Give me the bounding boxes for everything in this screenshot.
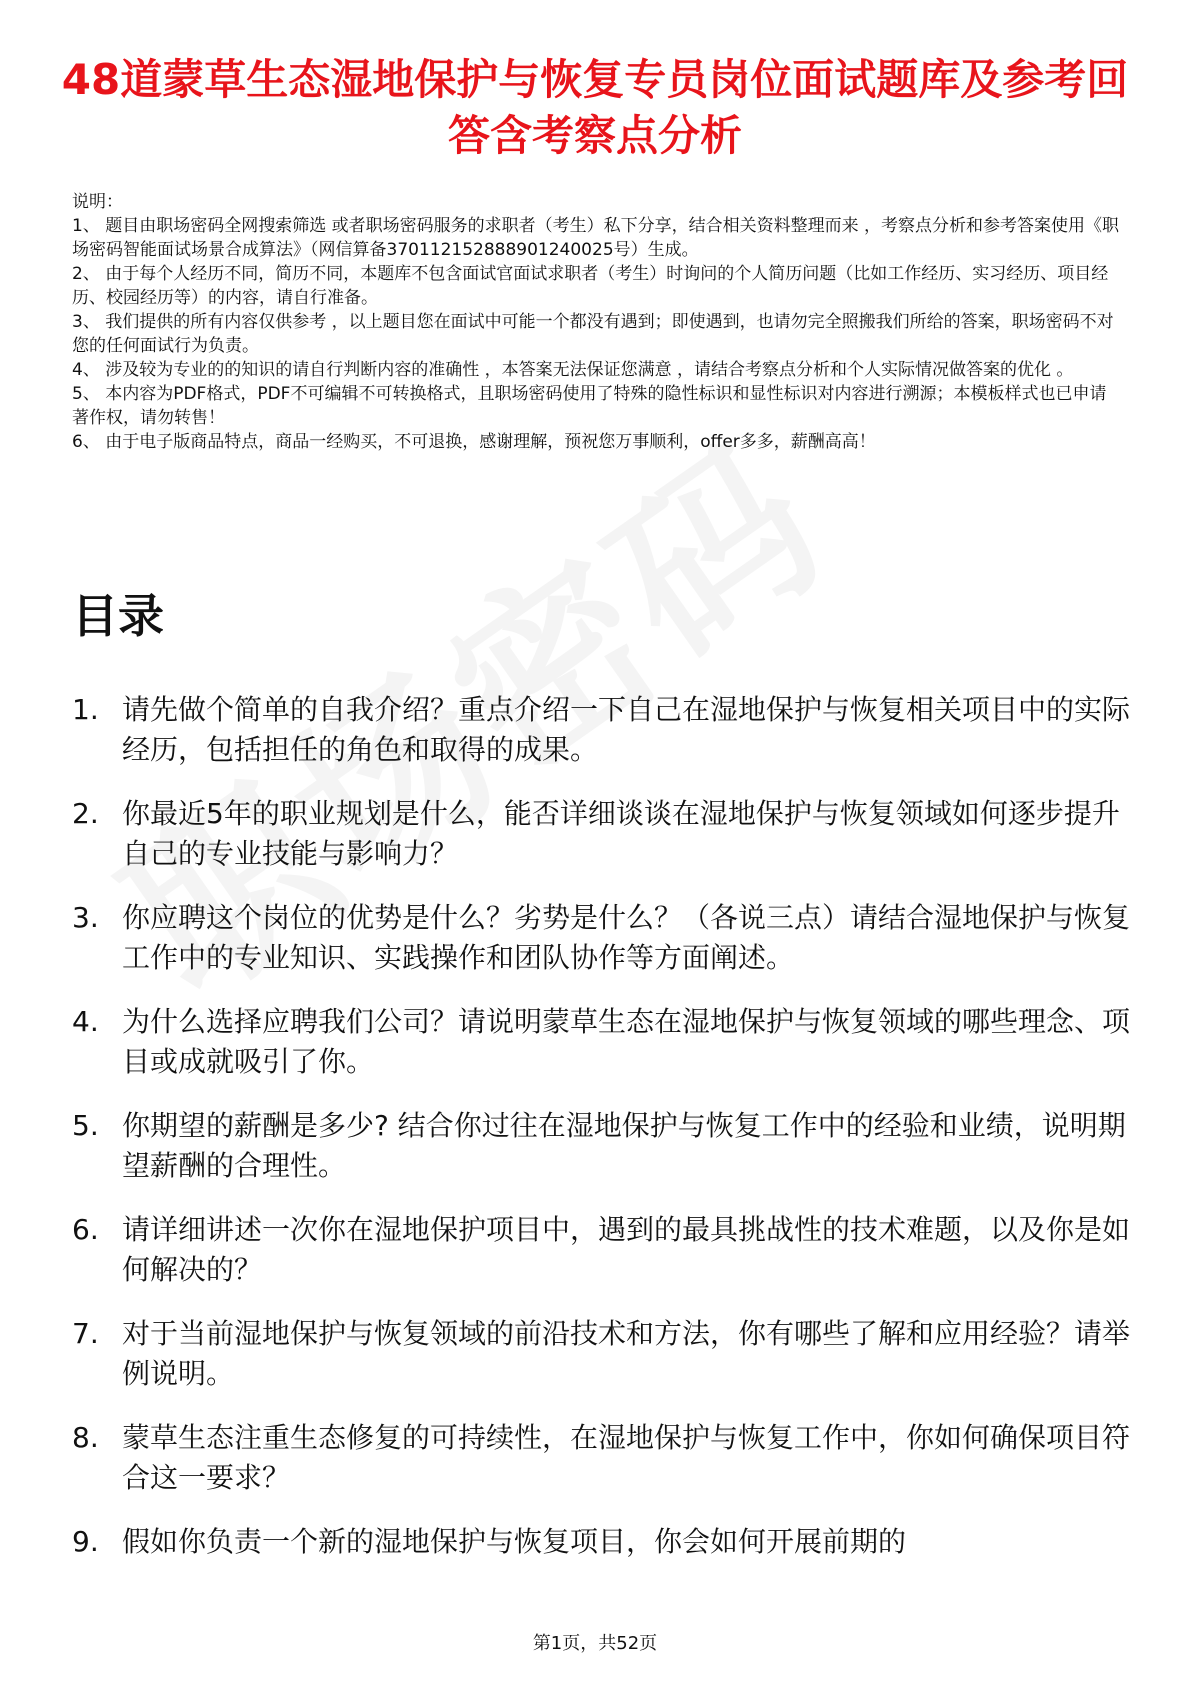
toc-item-number: 1.	[72, 693, 99, 726]
toc-item[interactable]	[72, 1106, 1132, 1186]
toc-item-number: 7.	[72, 1317, 99, 1350]
page-title: 48道蒙草生态湿地保护与恢复专员岗位面试题库及参考回答含考察点分析	[61, 55, 1129, 160]
note-item: 3、 我们提供的所有内容仅供参考 ，以上题目您在面试中可能一个都没有遇到；即使遇到，也请勿完全照搬我们所给的答案，职场密码不对您的任何面试行为负责。	[72, 312, 1114, 356]
toc-item[interactable]	[72, 1418, 1132, 1498]
toc-item[interactable]	[72, 1002, 1132, 1082]
page-footer: 第1页，共52页	[532, 1633, 658, 1654]
toc-item[interactable]	[72, 1522, 1132, 1562]
toc-item[interactable]	[72, 1210, 1132, 1290]
toc-heading: 目录	[72, 589, 164, 643]
toc-item-text: 请先做个简单的自我介绍？重点介绍一下自己在湿地保护与恢复相关项目中的实际经历，包括担任的角色和取得的成果。	[122, 693, 1131, 766]
toc-item-text: 你期望的薪酬是多少? 结合你过往在湿地保护与恢复工作中的经验和业绩，说明期望薪酬的合理性。	[122, 1109, 1126, 1182]
note-item: 5、 本内容为PDF格式，PDF不可编辑不可转换格式，且职场密码使用了特殊的隐性标识和显性标识对内容进行溯源；本模板样式也已申请著作权，请勿转售！	[72, 384, 1107, 428]
toc-item-number: 3.	[72, 901, 99, 934]
notes-heading: 说明：	[72, 192, 123, 212]
toc-item-text: 你应聘这个岗位的优势是什么？劣势是什么？（各说三点）请结合湿地保护与恢复工作中的专业知识、实践操作和团队协作等方面阐述。	[122, 901, 1131, 974]
toc-item-text: 对于当前湿地保护与恢复领域的前沿技术和方法，你有哪些了解和应用经验？请举例说明。	[122, 1317, 1131, 1390]
note-item: 2、 由于每个人经历不同，简历不同，本题库不包含面试官面试求职者（考生）时询问的个人简历问题（比如工作经历、实习经历、项目经历、校园经历等）的内容，请自行准备。	[72, 264, 1109, 308]
toc-item-number: 8.	[72, 1421, 99, 1454]
toc-item-text: 你最近5年的职业规划是什么，能否详细谈谈在湿地保护与恢复领域如何逐步提升自己的专业技能与影响力？	[122, 797, 1120, 870]
toc-item[interactable]	[72, 898, 1132, 978]
toc-item-text: 为什么选择应聘我们公司？请说明蒙草生态在湿地保护与恢复领域的哪些理念、项目或成就吸引了你。	[122, 1005, 1131, 1078]
toc-item-number: 4.	[72, 1005, 99, 1038]
toc-item[interactable]	[72, 794, 1132, 874]
toc-item-number: 9.	[72, 1525, 99, 1558]
toc-list	[72, 690, 1132, 1586]
toc-item-text: 蒙草生态注重生态修复的可持续性，在湿地保护与恢复工作中，你如何确保项目符合这一要求？	[122, 1421, 1131, 1494]
toc-item-number: 5.	[72, 1109, 99, 1142]
notes-section	[72, 190, 1122, 454]
toc-item-number: 6.	[72, 1213, 99, 1246]
toc-item-text: 请详细讲述一次你在湿地保护项目中，遇到的最具挑战性的技术难题，以及你是如何解决的？	[122, 1213, 1131, 1286]
toc-item[interactable]	[72, 1314, 1132, 1394]
note-item: 6、 由于电子版商品特点，商品一经购买，不可退换，感谢理解，预祝您万事顺利，offer多多，薪酬高高！	[72, 432, 876, 452]
toc-item[interactable]	[72, 690, 1132, 770]
toc-item-number: 2.	[72, 797, 99, 830]
note-item: 4、 涉及较为专业的的知识的请自行判断内容的准确性 ，本答案无法保证您满意 ，请结合考察点分析和个人实际情况做答案的优化 。	[72, 360, 1074, 380]
toc-item-text: 假如你负责一个新的湿地保护与恢复项目，你会如何开展前期的	[122, 1525, 907, 1558]
note-item: 1、 题目由职场密码全网搜索筛选 或者职场密码服务的求职者（考生）私下分享，结合相关资料整理而来 ，考察点分析和参考答案使用《职场密码智能面试场景合成算法》（网信算备370112152888901240025号）生成。	[72, 216, 1120, 260]
